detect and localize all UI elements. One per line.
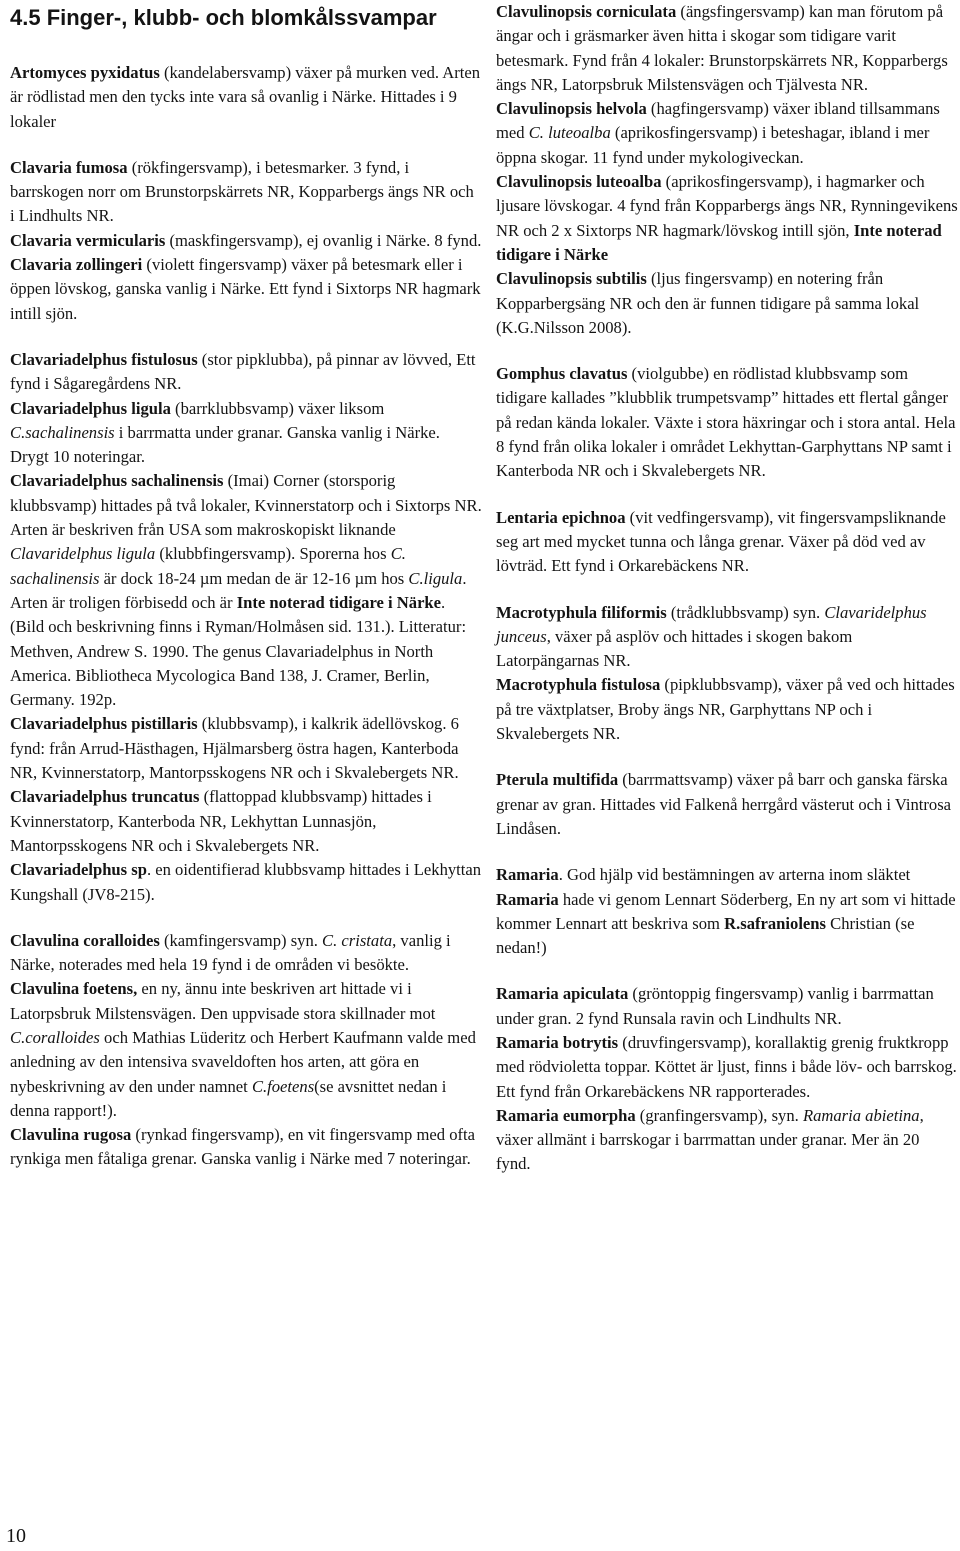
entry-clavariadelphus-fistulosus: Clavariadelphus fistulosus (stor pipklubba), på pinnar av lövved, Ett fynd i Sågaregårdens NR. — [10, 349, 476, 394]
entry-ramaria-eumorpha: Ramaria eumorpha (granfingersvamp), syn. Ramaria abietina, växer allmänt i barrskogar i barrmattan under granar. Mer än 20 fynd. — [496, 1105, 924, 1174]
entry-clavariadelphus-ligula: Clavariadelphus ligula (barrklubbsvamp) växer liksom C.sachalinensis i barrmatta under granar. Ganska vanlig i Närke. Drygt 10 noteringar. — [10, 398, 440, 467]
entry-macrotyphula-fistulosa: Macrotyphula fistulosa (pipklubbsvamp), växer på ved och hittades på tre växtplatser, Broby ängs NR, Garphyttans NP och i Skvalebergets NR. — [496, 675, 955, 744]
section-heading: 4.5 Finger-, klubb- och blomkålssvampar — [10, 5, 437, 30]
entry-clavulinopsis-corniculata: Clavulinopsis corniculata (ängsfingersvamp) kan man förutom på ängar och i gräsmarker även hitta i skogar som tidigare varit betesmark. Fynd från 4 lokaler: Brunstorpskärrets NR, Kopparbergs ängs NR, Latorpsbruk Milstensvägen och Tjälvesta NR. — [496, 2, 948, 94]
right-column — [496, 0, 958, 1177]
entry-clavulina-coralloides: Clavulina coralloides (kamfingersvamp) syn. C. cristata, vanlig i Närke, noterades med hela 19 fynd i de områden vi besökte. — [10, 930, 451, 975]
entry-clavaria-vermicularis: Clavaria vermicularis (maskfingersvamp), ej ovanlig i Närke. 8 fynd. — [10, 230, 482, 250]
entry-clavariadelphus-truncatus: Clavariadelphus truncatus (flattoppad klubbsvamp) hittades i Kvinnerstatorp, Kanterboda NR, Lekhyttan Lunnasjön, Mantorpsskogens NR och i Skvalebergets NR. — [10, 787, 432, 855]
entry-clavulinopsis-helvola: Clavulinopsis helvola (hagfingersvamp) växer ibland tillsammans med C. luteoalba (aprikosfingersvamp) i beteshagar, ibland i mer öppna skogar. 11 fynd under mykologiveckan. — [496, 99, 940, 167]
entry-ramaria-botrytis: Ramaria botrytis (druvfingersvamp), korallaktig grenig fruktkropp med rödvioletta toppar. Köttet är ljust, finns i både löv- och barrskog. Ett fynd från Orkarebäckens NR rapporterades. — [496, 1032, 957, 1101]
page-number: 10 — [6, 1525, 26, 1547]
entry-lentaria-epichnoa: Lentaria epichnoa (vit vedfingersvamp), vit fingersvampsliknande seg art med mycket tunna och långa grenar. Växer på död ved av lövträd. Ett fynd i Orkarebäckens NR. — [496, 507, 946, 576]
entry-artomyces-pyxidatus: Artomyces pyxidatus (kandelabersvamp) växer på murken ved. Arten är rödlistad men den tycks inte vara så ovanlig i Närke. Hittades i 9 lokaler — [10, 63, 481, 131]
entry-clavulinopsis-luteoalba: Clavulinopsis luteoalba (aprikosfingersvamp), i hagmarker och ljusare lövskogar. 4 fynd från Kopparbergs ängs NR, Rynningevikens NR och 2 x Sixtorps NR hagmark/lövskog intill sjön, Inte noterad tidigare i Närke — [496, 172, 958, 264]
entry-clavaria-zollingeri: Clavaria zollingeri (violett fingersvamp) växer på betesmark eller i öppen lövskog, ganska vanlig i Närke. Ett fynd i Sixtorps NR hagmark intill sjön. — [10, 255, 481, 323]
entry-pterula-multifida: Pterula multifida (barrmattsvamp) växer på barr och ganska färska grenar av gran. Hittades vid Falkenå herrgård västerut och i Vintrosa Lindåsen. — [496, 770, 952, 838]
entry-ramaria-apiculata: Ramaria apiculata (gröntoppig fingersvamp) vanlig i barrmattan under gran. 2 fynd Runsala ravin och Lindhults NR. — [496, 984, 934, 1028]
entry-clavariadelphus-pistillaris: Clavariadelphus pistillaris (klubbsvamp), i kalkrik ädellövskog. 6 fynd: från Arrud-Hästhagen, Hjälmarsberg östra hagen, Kanterboda NR, Kvinnerstatorp, Mantorpsskogens NR och i Skvalebergets NR. — [10, 714, 459, 783]
entry-clavariadelphus-sachalinensis: Clavariadelphus sachalinensis (Imai) Corner (storsporig klubbsvamp) hittades på två lokaler, Kvinnerstatorp och i Sixtorps NR. Arten är beskriven från USA som makroskopiskt liknande Clavaridelphus ligula (klubbfingersvamp). Sporerna hos C. sachalinensis är dock 18-24 µm medan de är 12-16 µm hos C.ligula. Arten är troligen förbisedd och är Inte noterad tidigare i Närke. (Bild och beskrivning finns i Ryman/Holmåsen sid. 131.). Litteratur: Methven, Andrew S. 1990. The genus Clavariadelphus in North America. Bibliotheca Mycologica Band 138, J. Cramer, Berlin, Germany. 192p. — [10, 471, 482, 710]
entry-clavariadelphus-sp: Clavariadelphus sp. en oidentifierad klubbsvamp hittades i Lekhyttan Kungshall (JV8-215). — [10, 860, 482, 904]
left-column — [10, 0, 482, 1172]
entry-clavulina-foetens: Clavulina foetens, en ny, ännu inte beskriven art hittade vi i Latorpsbruk Milstensvägen. Den uppvisade stora skillnader mot C.coralloides och Mathias Lüderitz och Herbert Kaufmann valde med anledning av den intensiva svaveldoften hos arten, att göra en nybeskrivning av den under namnet C.foetens(se avsnittet nedan i denna rapport!). — [10, 979, 476, 1120]
entry-macrotyphula-filiformis: Macrotyphula filiformis (trådklubbsvamp) syn. Clavaridelphus junceus, växer på asplöv och hittades i skogen bakom Latorpängarnas NR. — [496, 602, 927, 671]
entry-ramaria: Ramaria. God hjälp vid bestämningen av arterna inom släktet Ramaria hade vi genom Lennart Söderberg, En ny art som vi hittade kommer Lennart att beskriva som R.safraniolens Christian (se nedan!) — [496, 865, 956, 958]
entry-clavulina-rugosa: Clavulina rugosa (rynkad fingersvamp), en vit fingersvamp med ofta rynkiga men fåtaliga grenar. Ganska vanlig i Närke med 7 noteringar. — [10, 1125, 476, 1169]
entry-gomphus-clavatus: Gomphus clavatus (violgubbe) en rödlistad klubbsvamp som tidigare kallades ”klubblik trumpetsvamp” hittades ett flertal gånger på redan kända lokaler. Växte i stora häxringar och i stora antal. Hela 8 fynd från olika lokaler i området Lekhyttan-Garphyttans NP samt i Kanterboda NR och i Skvalebergets NR. — [496, 364, 956, 481]
entry-clavaria-fumosa: Clavaria fumosa (rökfingersvamp), i betesmarker. 3 fynd, i barrskogen norr om Brunstorpskärrets NR, Kopparbergs ängs NR och i Lindhults NR. — [10, 157, 474, 226]
entry-clavulinopsis-subtilis: Clavulinopsis subtilis (ljus fingersvamp) en notering från Kopparbergsäng NR och den är funnen tidigare på samma lokal (K.G.Nilsson 2008). — [496, 269, 920, 337]
